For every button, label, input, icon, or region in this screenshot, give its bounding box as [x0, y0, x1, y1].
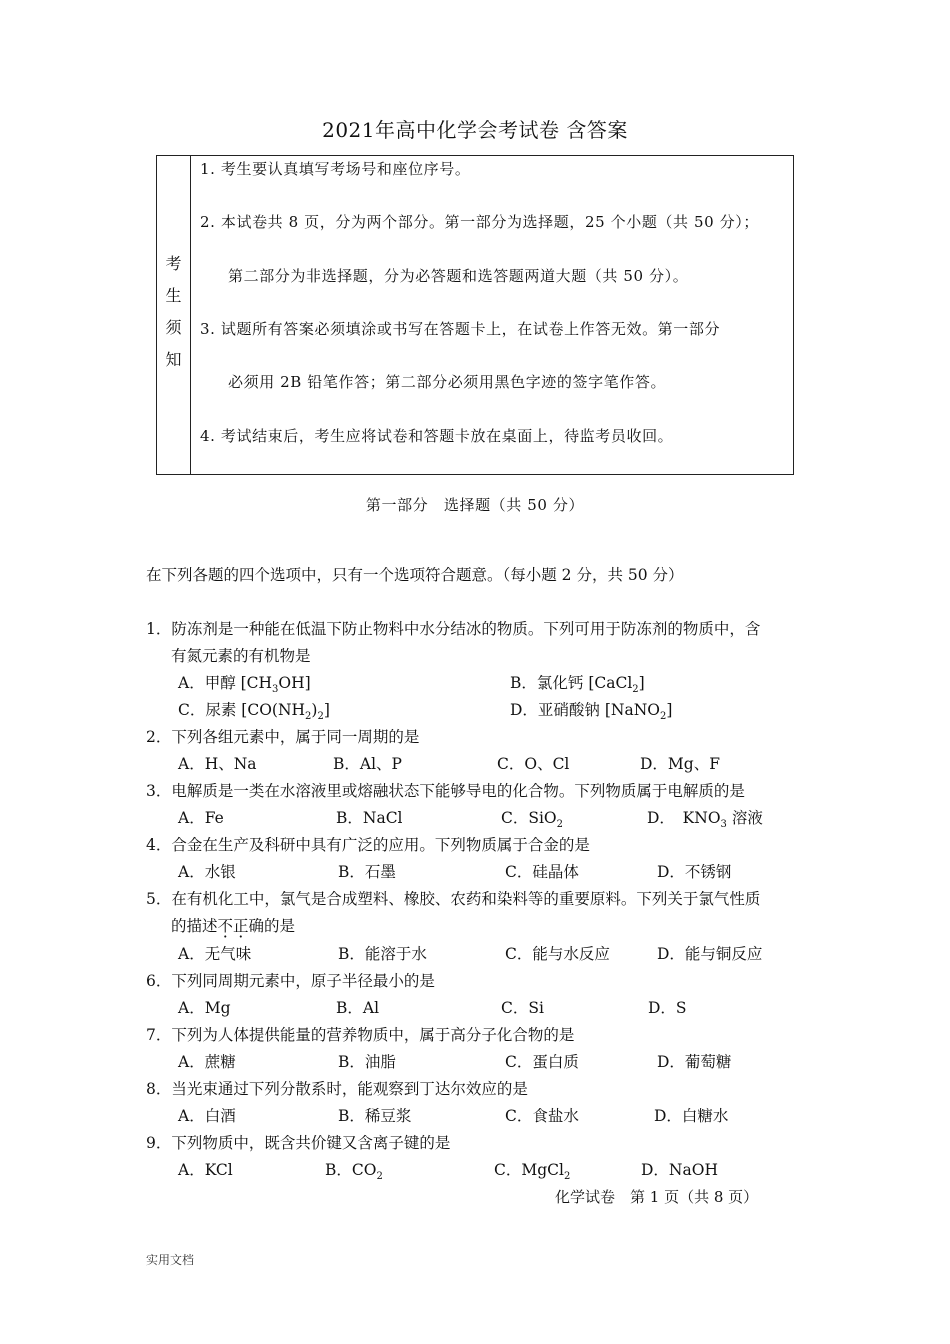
question-7-option-c: C．蛋白质 — [505, 1053, 579, 1071]
question-2-stem: 2．下列各组元素中，属于同一周期的是 — [146, 728, 420, 746]
question-3-stem: 3．电解质是一类在水溶液里或熔融状态下能够导电的化合物。下列物质属于电解质的是 — [146, 782, 745, 800]
notice-item-1: 1. 考生要认真填写考场号和座位序号。 — [200, 160, 471, 178]
section-title: 第一部分 选择题（共 50 分） — [365, 496, 585, 514]
page-title: 2021年高中化学会考试卷 含答案 — [322, 118, 628, 142]
question-1-stem-cont: 有氮元素的有机物是 — [171, 647, 311, 665]
text: 的描述 — [171, 917, 218, 935]
question-8-option-b: B．稀豆浆 — [338, 1107, 412, 1125]
question-4-option-a: A．水银 — [178, 863, 236, 881]
question-8-option-a: A．白酒 — [178, 1107, 236, 1125]
question-8-option-c: C．食盐水 — [505, 1107, 579, 1125]
text: B．CO — [325, 1161, 377, 1179]
text: A．甲醇 [CH — [178, 674, 273, 692]
text: OH] — [278, 674, 311, 692]
question-4-stem: 4．合金在生产及科研中具有广泛的应用。下列物质属于合金的是 — [146, 836, 590, 854]
notice-item-3: 3. 试题所有答案必须填涂或书写在答题卡上，在试卷上作答无效。第一部分 — [200, 320, 721, 338]
question-5-stem: 5．在有机化工中，氯气是合成塑料、橡胶、农药和染料等的重要原料。下列关于氯气性质 — [146, 890, 761, 908]
subscript: 3 — [272, 684, 279, 695]
question-6-stem: 6．下列同周期元素中，原子半径最小的是 — [146, 972, 435, 990]
question-8-stem: 8．当光束通过下列分散系时，能观察到丁达尔效应的是 — [146, 1080, 528, 1098]
question-5-stem-cont — [171, 914, 295, 936]
subscript: 2 — [659, 711, 667, 722]
question-2-option-a: A．H、Na — [178, 755, 257, 773]
question-2-option-d: D．Mg、F — [640, 755, 720, 773]
question-9-option-b — [325, 1158, 383, 1180]
text: 确的是 — [248, 917, 296, 935]
question-6-option-d: D．S — [648, 999, 687, 1017]
subscript: 2 — [376, 1171, 383, 1182]
question-7-option-d: D．葡萄糖 — [657, 1053, 732, 1071]
notice-label-char: 生 — [165, 286, 182, 305]
question-4-option-c: C．硅晶体 — [505, 863, 579, 881]
emphasis-dotted: 正 — [233, 917, 249, 935]
question-7-stem: 7．下列为人体提供能量的营养物质中，属于高分子化合物的是 — [146, 1026, 575, 1044]
notice-label-char: 考 — [165, 254, 182, 273]
subscript: 2 — [632, 684, 639, 695]
question-1-option-a — [178, 671, 311, 693]
question-9-stem: 9．下列物质中，既含共价键又含离子键的是 — [146, 1134, 451, 1152]
question-2-option-c: C．O、Cl — [497, 755, 570, 773]
question-6-option-c: C．Si — [501, 999, 544, 1017]
question-4-option-b: B．石墨 — [338, 863, 396, 881]
question-9-option-c — [494, 1158, 570, 1180]
text: B．氯化钙 [CaCl — [510, 674, 633, 692]
notice-label-char: 须 — [165, 318, 182, 337]
bottom-note: 实用文档 — [146, 1253, 195, 1267]
question-1-option-c — [178, 698, 330, 720]
subscript: 2 — [305, 711, 312, 722]
text: D．亚硝酸钠 [NaNO — [510, 701, 660, 719]
text: C．尿素 [CO(NH — [178, 701, 306, 719]
instruction: 在下列各题的四个选项中，只有一个选项符合题意。（每小题 2 分，共 50 分） — [146, 566, 684, 584]
question-3-option-b: B．NaCl — [336, 809, 403, 827]
question-7-option-b: B．油脂 — [338, 1053, 396, 1071]
question-1-option-d — [510, 698, 672, 720]
subscript: 3 — [720, 819, 727, 830]
question-5-option-c: C．能与水反应 — [505, 945, 610, 963]
question-8-option-d: D．白糖水 — [654, 1107, 729, 1125]
subscript: 2 — [563, 1171, 571, 1182]
text: 溶液 — [726, 809, 763, 827]
notice-item-2-cont: 第二部分为非选择题，分为必答题和选答题两道大题（共 50 分）。 — [228, 267, 689, 285]
question-5-option-b: B．能溶于水 — [338, 945, 427, 963]
question-2-option-b: B．Al、P — [333, 755, 402, 773]
notice-side-label — [157, 248, 190, 376]
question-3-option-c — [501, 806, 563, 828]
text: ] — [323, 701, 330, 719]
question-5-option-a: A．无气味 — [178, 945, 252, 963]
page-footer: 化学试卷 第 1 页（共 8 页） — [555, 1188, 759, 1206]
question-5-option-d: D．能与铜反应 — [657, 945, 763, 963]
emphasis-dotted: 不 — [217, 917, 234, 935]
text: ) — [311, 701, 318, 719]
notice-divider — [190, 156, 191, 474]
question-6-option-a: A．Mg — [178, 999, 231, 1017]
question-9-option-a: A．KCl — [178, 1161, 233, 1179]
notice-item-3-cont: 必须用 2B 铅笔作答；第二部分必须用黑色字迹的签字笔作答。 — [228, 373, 667, 391]
text: D． KNO — [647, 809, 721, 827]
question-1-option-b — [510, 671, 645, 693]
subscript: 2 — [317, 711, 324, 722]
question-9-option-d: D．NaOH — [641, 1161, 718, 1179]
text: ] — [638, 674, 645, 692]
notice-label-char: 知 — [165, 350, 182, 369]
subscript: 2 — [556, 819, 564, 830]
question-7-option-a: A．蔗糖 — [178, 1053, 236, 1071]
text: C．MgCl — [494, 1161, 564, 1179]
text: C．SiO — [501, 809, 557, 827]
notice-item-4: 4. 考试结束后，考生应将试卷和答题卡放在桌面上，待监考员收回。 — [200, 427, 674, 445]
question-3-option-d — [647, 806, 763, 828]
question-3-option-a: A．Fe — [178, 809, 224, 827]
question-1-stem: 1．防冻剂是一种能在低温下防止物料中水分结冰的物质。下列可用于防冻剂的物质中，含 — [146, 620, 761, 638]
notice-item-2: 2. 本试卷共 8 页，分为两个部分。第一部分为选择题，25 个小题（共 50 分）； — [200, 213, 759, 231]
question-4-option-d: D．不锈钢 — [657, 863, 732, 881]
text: ] — [666, 701, 673, 719]
question-6-option-b: B．Al — [336, 999, 380, 1017]
